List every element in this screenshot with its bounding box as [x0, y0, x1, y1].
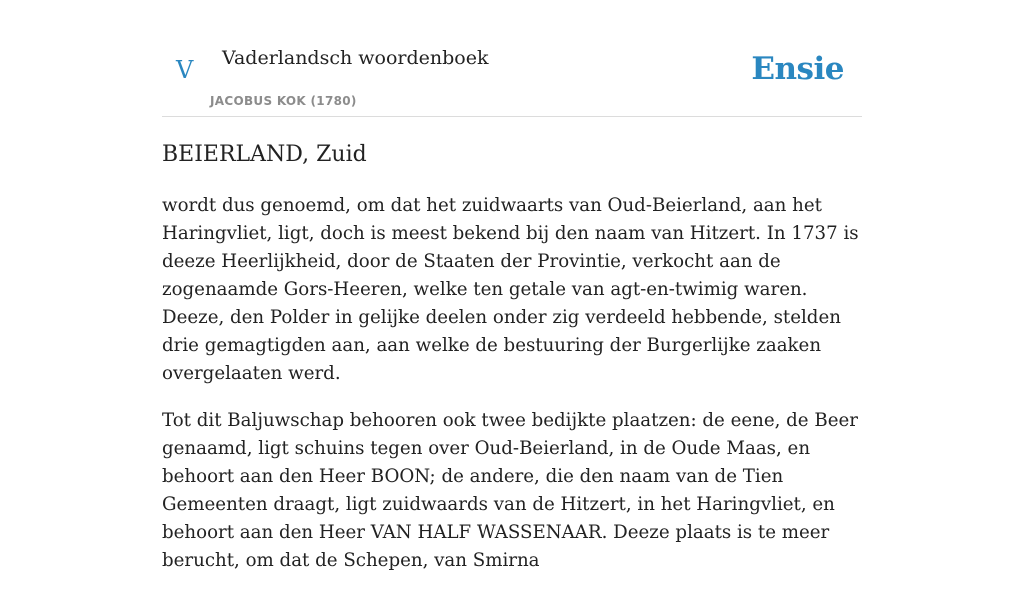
entry-paragraph-1: wordt dus genoemd, om dat het zuidwaarts van Oud-Beierland, aan het Haringvliet, ligt, doch is meest bekend bij den naam van Hitzert. In 1737 is deeze Heerlijkheid, door de Staaten der Provintie, verkocht aan de zogenaamde Gors-Heeren, welke ten getale van agt-en-twimig waren. Deeze, den Polder in gelijke deelen onder zig verdeeld hebbende, stelden drie gemagtigden aan, aan welke de bestuuring der Burgerlijke zaaken overgelaaten werd.: [162, 195, 859, 384]
book-letter-icon[interactable]: V: [176, 56, 194, 84]
book-author: JACOBUS KOK (1780): [210, 94, 357, 108]
book-title-link[interactable]: Vaderlandsch woordenboek: [222, 47, 489, 69]
entry-title: BEIERLAND, Zuid: [162, 142, 367, 167]
entry-body: [162, 192, 862, 594]
entry-paragraph-2: Tot dit Baljuwschap behooren ook twee bedijkte plaatzen: de eene, de Beer genaamd, ligt schuins tegen over Oud-Beierland, in de Oude Maas, en behoort aan den Heer BOON; de andere, die den naam van de Tien Gemeenten draagt, ligt zuidwaards van de Hitzert, in het Haringvliet, en behoort aan den Heer VAN HALF WASSENAAR. Deeze plaats is te meer berucht, om dat de Schepen, van Smirna: [162, 410, 858, 571]
header: [162, 0, 862, 117]
ensie-logo[interactable]: Ensie: [751, 51, 844, 87]
